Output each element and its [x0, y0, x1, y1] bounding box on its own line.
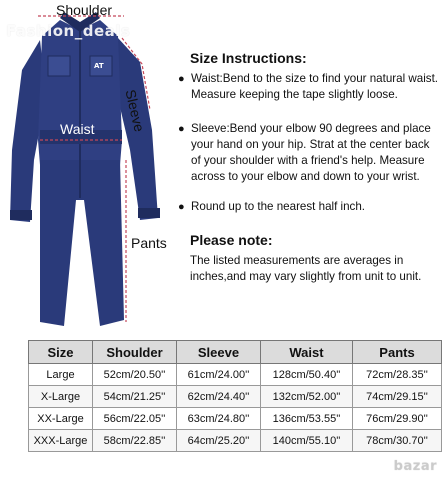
- instruction-item: [178, 71, 441, 103]
- cell-sleeve: 64cm/25.20'': [177, 430, 261, 452]
- left-chest-pocket: [48, 56, 70, 76]
- size-table-header-row: [29, 341, 442, 364]
- cell-shoulder: 56cm/22.05'': [93, 408, 177, 430]
- cell-shoulder: 52cm/20.50'': [93, 364, 177, 386]
- cell-size: Large: [29, 364, 93, 386]
- header-sleeve: Sleeve: [177, 341, 261, 364]
- table-row: [29, 430, 442, 452]
- bullet-icon: ●: [178, 123, 185, 135]
- cell-pants: 76cm/29.90'': [353, 408, 442, 430]
- watermark-bottom: bazar: [393, 459, 437, 474]
- cell-waist: 128cm/50.40'': [261, 364, 353, 386]
- cell-sleeve: 61cm/24.00'': [177, 364, 261, 386]
- cell-size: XXX-Large: [29, 430, 93, 452]
- cell-size: X-Large: [29, 386, 93, 408]
- pants: [40, 160, 124, 326]
- shoulder-label: Shoulder: [56, 2, 113, 18]
- please-note-heading: Please note:: [190, 232, 273, 248]
- instruction-waist-text: Waist:Bend to the size to find your natural waist. Measure keeping the tape slightly loose.: [191, 72, 439, 101]
- bullet-icon: ●: [178, 73, 185, 85]
- table-row: [29, 364, 442, 386]
- instruction-item: [178, 121, 441, 185]
- cell-sleeve: 62cm/24.40'': [177, 386, 261, 408]
- sleeve-label: Sleeve: [122, 88, 148, 134]
- cell-pants: 74cm/29.15'': [353, 386, 442, 408]
- cell-waist: 140cm/55.10'': [261, 430, 353, 452]
- cell-waist: 132cm/52.00'': [261, 386, 353, 408]
- waist-label: Waist: [60, 121, 95, 137]
- cell-shoulder: 58cm/22.85'': [93, 430, 177, 452]
- instruction-item: [178, 199, 441, 215]
- please-note-text: The listed measurements are averages in inches,and may vary slightly from unit to unit.: [190, 254, 422, 283]
- pants-label: Pants: [131, 235, 167, 251]
- table-row: [29, 408, 442, 430]
- table-row: [29, 386, 442, 408]
- header-pants: Pants: [353, 341, 442, 364]
- cell-pants: 78cm/30.70'': [353, 430, 442, 452]
- cell-shoulder: 54cm/21.25'': [93, 386, 177, 408]
- chest-logo: AT: [94, 62, 104, 70]
- instruction-sleeve-text: Sleeve:Bend your elbow 90 degrees and place your hand on your hip. Strat at the center back of your shoulder with a friend's help. Measure across to your elbow and down to your wrist.: [191, 122, 431, 183]
- size-table: [28, 340, 442, 452]
- instruction-round-text: Round up to the nearest half inch.: [191, 200, 366, 213]
- cell-size: XX-Large: [29, 408, 93, 430]
- size-instructions-heading: Size Instructions:: [190, 50, 307, 66]
- cell-waist: 136cm/53.55'': [261, 408, 353, 430]
- watermark-top: Fashion_deals: [6, 22, 131, 40]
- header-shoulder: Shoulder: [93, 341, 177, 364]
- size-instructions-list: [178, 71, 441, 215]
- coverall-illustration: [0, 0, 185, 340]
- header-waist: Waist: [261, 341, 353, 364]
- cell-pants: 72cm/28.35'': [353, 364, 442, 386]
- bullet-icon: ●: [178, 201, 185, 213]
- cell-sleeve: 63cm/24.80'': [177, 408, 261, 430]
- header-size: Size: [29, 341, 93, 364]
